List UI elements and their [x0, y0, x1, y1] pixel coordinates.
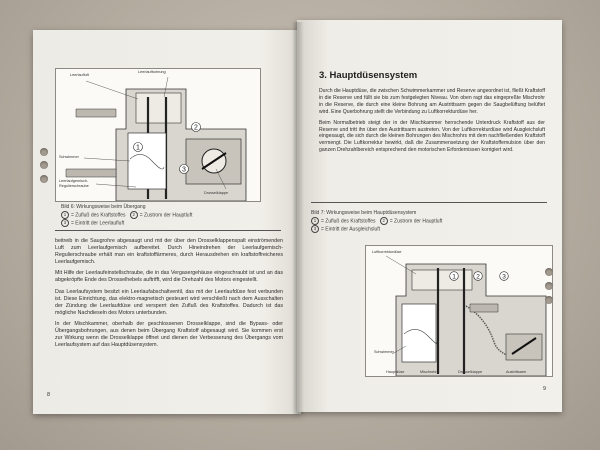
body-paragraph: In der Mischkammer, oberhalb der geschlossenen Drosselklappe, sind die Bypass- oder Übergangsbohrungen, aus denen beim Übergang Kraftstoff abgesaugt wird. Sie kommen erst zur Wirkung wenn die Drosselklappe öffnet und dienen der Verbesserung des Übergangs vom Leerlaufsystem auf das Hauptdüsensystem.	[55, 320, 283, 349]
punch-hole	[40, 148, 48, 156]
body-paragraph: Beim Normalbetrieb steigt der in der Mischkammer herrschende Unterdruck Kraftstoff aus der Reserve und tritt ihn über den Austrittsarm austreten. Von der Luftkorrekturdüse wird Ausgleichsluft eingesaugt, die sich durch die kleinen Bohrungen des Mischrohrs mit dem nachfließenden Kraftstoff vermengt. Die Luftkorrektur bewirkt, daß die Zusammensetzung der Kraftstoffemulsion über den ganzen Drehzahlbereich entsprechend den motorischen Erfordernissen korrigiert wird.	[319, 119, 545, 154]
figure-6-caption-title: Bild 6: Wirkungsweise beim Übergang	[61, 204, 146, 210]
figure-6-caption-line-2	[61, 219, 192, 227]
label-regulierschraube: Regulierschraube	[59, 184, 89, 188]
page-number-right: 9	[543, 386, 547, 392]
figure-7-caption-title: Bild 7: Wirkungsweise beim Hauptdüsensystem	[311, 210, 417, 216]
label-schwimmer: Schwimmer	[374, 350, 394, 354]
section-heading: 3. Hauptdüsensystem	[319, 70, 418, 81]
book-gutter	[292, 22, 304, 414]
label-leerlaufbohrung: Leerlaufbohrung	[138, 70, 166, 74]
caption-number: 3	[311, 225, 319, 233]
diagram-mark-2: 2	[194, 124, 198, 132]
carburetor-transition-diagram	[55, 68, 261, 202]
diagram-drawing	[366, 246, 552, 376]
label-drosselklappe: Drosselklappe	[458, 370, 483, 374]
divider-rule	[55, 230, 281, 231]
label-schwimmer: Schwimmer	[59, 155, 79, 159]
label-drosselklappe: Drosselklappe	[204, 191, 229, 195]
caption-text: = Zufluß des Kraftstoffes	[71, 211, 126, 218]
caption-number: 1	[311, 217, 319, 225]
diagram-mark-1: 1	[136, 144, 140, 152]
page-number-left: 8	[47, 392, 51, 398]
body-paragraph: beitreib in die Saugrohre abgesaugt und mit der über den Drosselklappenspalt einströmenden Luft zum Leerlaufgemisch aufbereitet. Durch Hineindrehen der Leerlaufgemisch-Regulierschraube erhält man ein kraftstoffärmeres, durch Herausdrehen ein kraftstoffreicheres Leerlaufgemisch.	[55, 238, 283, 266]
carburetor-main-jet-diagram	[365, 245, 553, 377]
caption-number: 2	[130, 211, 138, 219]
diagram-mark-3: 3	[502, 273, 506, 281]
body-paragraph: Mit Hilfe der Leerlaufeinstellschraube, die in das Vergasergehäuse eingeschraubt ist und an das abgekröpfte Ende des Drosselhebels auftrifft, wird die Drehzahl des Motors eingestellt.	[55, 270, 283, 284]
right-page-body	[319, 88, 545, 158]
caption-number: 1	[61, 211, 69, 219]
body-paragraph: Das Leerlaufsystem besitzt ein Leerlaufabschaltventil, das mit der Leerlaufdüse fest verbunden ist. Diese Einrichtung, das elektro-magnetisch gesteuert wird verschließt nach dem Ausschalten der Zündung die Leerlaufdüse und versperrt den Zufluß des Kraftstoffes. Dadurch ist das mögliche Nachdieseln des Motors unterbunden.	[55, 288, 283, 316]
diagram-mark-3: 3	[182, 166, 186, 174]
punch-hole	[40, 175, 48, 183]
caption-text: = Zufluß des Kraftstoffes	[321, 217, 376, 224]
label-leerlaufgemisch: Leerlaufgemisch-	[59, 179, 89, 183]
figure-7-caption-line-1	[311, 217, 442, 225]
caption-number: 2	[380, 217, 388, 225]
left-page	[33, 30, 301, 414]
caption-number: 3	[61, 219, 69, 227]
left-page-body	[55, 238, 283, 353]
figure-6-caption-line-1	[61, 211, 192, 219]
label-hauptduse: Hauptdüse	[386, 370, 405, 374]
figure-6-caption	[61, 204, 192, 227]
divider-rule	[311, 202, 547, 203]
diagram-mark-2: 2	[476, 273, 480, 281]
caption-text: = Zustrom der Hauptluft	[139, 211, 193, 218]
figure-7-caption	[311, 210, 442, 233]
label-austrittsarm: Austrittsarm	[506, 370, 527, 374]
punch-hole	[40, 161, 48, 169]
punch-hole	[545, 296, 553, 304]
label-luftkorrekturduse: Luftkorrekturdüse	[372, 250, 402, 254]
punch-hole	[545, 282, 553, 290]
caption-text: = Eintritt der Ausgleichsluft	[321, 225, 381, 232]
caption-text: = Zustrom der Hauptluft	[389, 217, 443, 224]
diagram-mark-1: 1	[452, 273, 456, 281]
body-paragraph: Durch die Hauptdüse, die zwischen Schwimmerkammer und Reserve angeordnet ist, fließt Kraftstoff in die Reserve und füllt sie bis zum festgelegten Niveau. Von oben ragt das eingepreßte Mischrohr in die Reserve, die durch eine kleine Bohrung am Austrittsarm gegen die Saugbelüftung belüftet wird. Eine Querbohrung stellt die Verbindung zu Luftkorrekturdüse her.	[319, 88, 545, 115]
caption-text: = Eintritt der Leerlaufluft	[71, 219, 125, 226]
punch-hole	[545, 268, 553, 276]
label-leerlaufluft: Leerlaufluft	[70, 73, 89, 77]
figure-7-caption-line-2	[311, 225, 442, 233]
label-mischrohr: Mischrohr	[420, 370, 437, 374]
